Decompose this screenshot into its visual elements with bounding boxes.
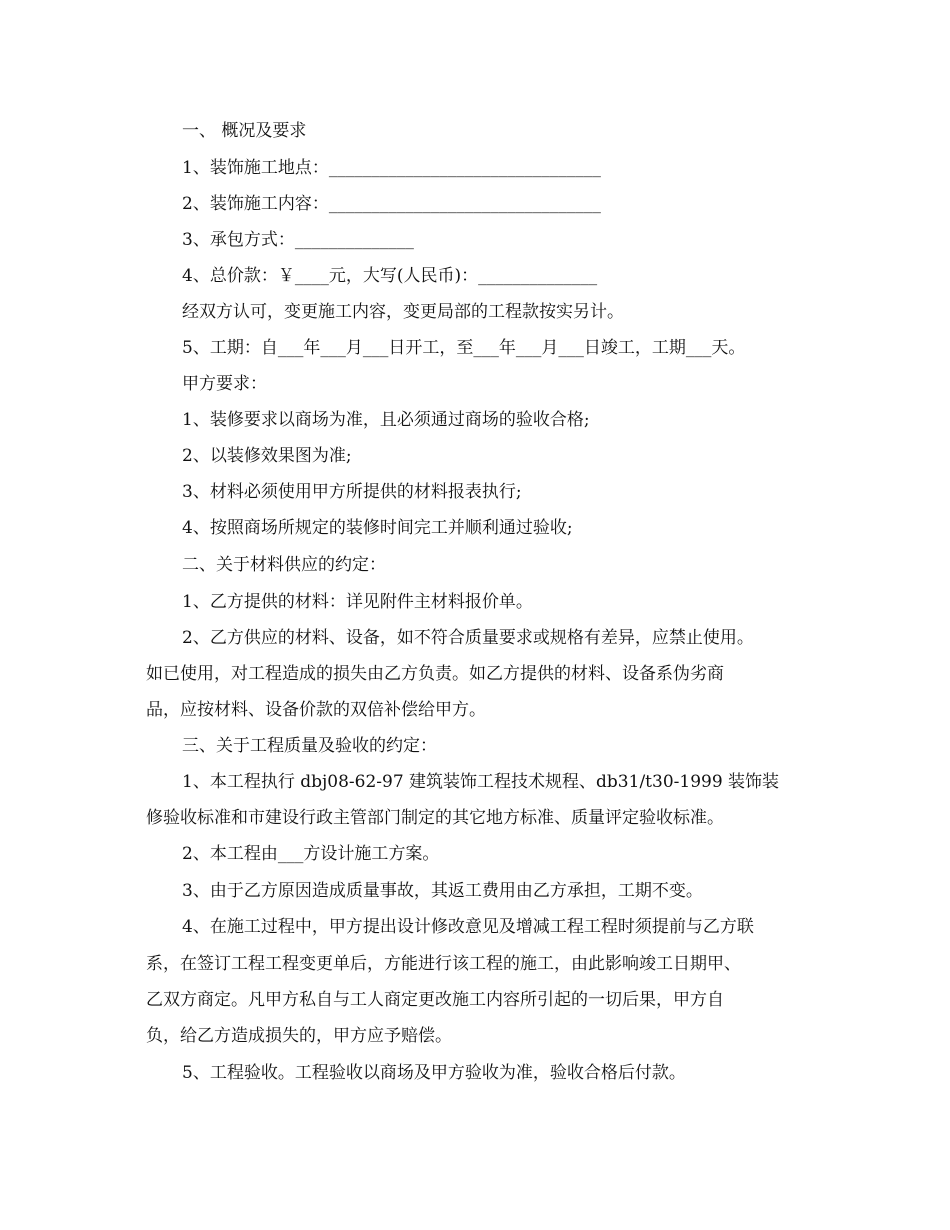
quality-item-2: 2、本工程由___方设计施工方案。 <box>182 844 440 864</box>
requirement-item-1: 1、装修要求以商场为准，且必须通过商场的验收合格; <box>182 410 590 430</box>
clause-construction-content: 2、装饰施工内容：________________________________ <box>182 194 601 214</box>
quality-item-4-line-3: 乙双方商定。凡甲方私自与工人商定更改施工内容所引起的一切后果，甲方自 <box>146 990 724 1010</box>
clause-contract-method: 3、承包方式：______________ <box>182 230 414 250</box>
requirement-item-3: 3、材料必须使用甲方所提供的材料报表执行; <box>182 482 522 502</box>
clause-total-price: 4、总价款：￥____元，大写(人民币)：______________ <box>182 266 598 286</box>
section-heading-quality: 三、关于工程质量及验收的约定： <box>182 736 437 756</box>
clause-duration: 5、工期：自___年___月___日开工，至___年___月___日竣工，工期___天。 <box>182 338 746 358</box>
quality-item-1-line-1: 1、本工程执行 dbj08-62-97 建筑装饰工程技术规程、db31/t30-1999 装饰装 <box>182 772 780 792</box>
requirement-item-2: 2、以装修效果图为准; <box>182 446 352 466</box>
quality-item-1-line-2: 修验收标准和市建设行政主管部门制定的其它地方标准、质量评定验收标准。 <box>146 808 724 828</box>
materials-item-1: 1、乙方提供的材料：详见附件主材料报价单。 <box>182 592 533 612</box>
paragraph-change-note: 经双方认可，变更施工内容，变更局部的工程款按实另计。 <box>182 302 624 322</box>
quality-item-4-line-1: 4、在施工过程中，甲方提出设计修改意见及增减工程工程时须提前与乙方联 <box>182 917 754 937</box>
materials-item-2-line-1: 2、乙方供应的材料、设备，如不符合质量要求或规格有差异，应禁止使用。 <box>182 628 754 648</box>
materials-item-2-line-2: 如已使用，对工程造成的损失由乙方负责。如乙方提供的材料、设备系伪劣商 <box>146 664 724 684</box>
requirement-item-4: 4、按照商场所规定的装修时间完工并顺利通过验收; <box>182 518 573 538</box>
section-heading-materials: 二、关于材料供应的约定： <box>182 555 386 575</box>
materials-item-2-line-3: 品，应按材料、设备价款的双倍补偿给甲方。 <box>146 700 486 720</box>
clause-site-location: 1、装饰施工地点：________________________________ <box>182 158 601 178</box>
quality-item-5: 5、工程验收。工程验收以商场及甲方验收为准，验收合格后付款。 <box>182 1063 686 1083</box>
section-heading-overview: 一、 概况及要求 <box>182 121 307 141</box>
quality-item-4-line-2: 系，在签订工程工程变更单后，方能进行该工程的施工，由此影响竣工日期甲、 <box>146 954 741 974</box>
quality-item-3: 3、由于乙方原因造成质量事故，其返工费用由乙方承担，工期不变。 <box>182 881 703 901</box>
quality-item-4-line-4: 负，给乙方造成损失的，甲方应予赔偿。 <box>146 1026 452 1046</box>
subheading-party-a-requirements: 甲方要求： <box>182 374 267 394</box>
